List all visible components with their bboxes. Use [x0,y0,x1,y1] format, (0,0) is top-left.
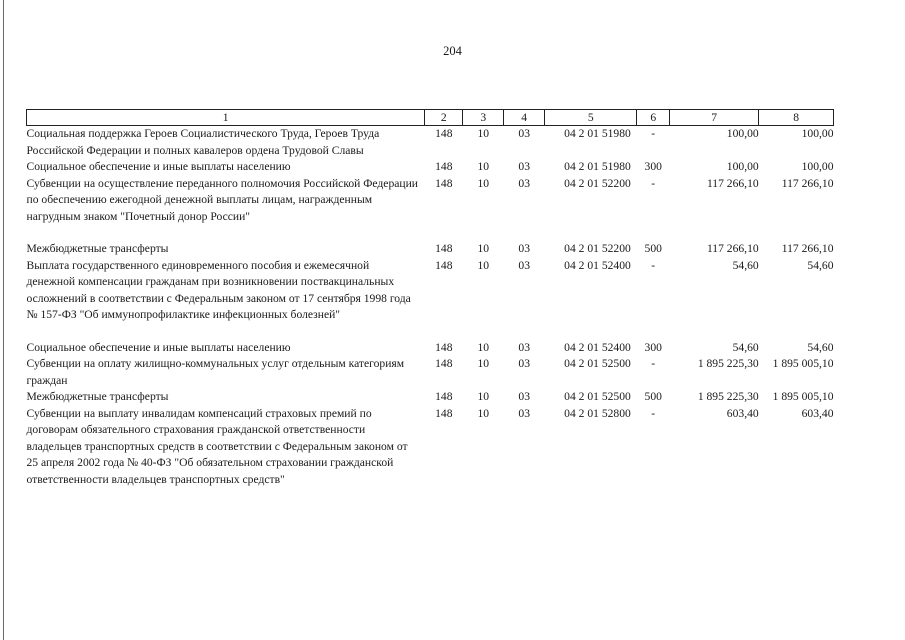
row-target-code: 04 2 01 52200 [564,242,631,255]
row-expense-type: 500 [644,390,662,403]
column-header-6: 6 [637,110,670,126]
row-target-code: 04 2 01 52800 [564,406,631,420]
table-row [27,176,834,226]
table-row [27,258,834,324]
row-target-code: 04 2 01 52500 [564,357,631,370]
column-header-1: 1 [27,110,425,126]
row-section: 10 [477,160,490,173]
row-amount-col8: 603,40 [801,406,834,420]
column-header-5: 5 [545,110,637,126]
row-admin-code: 148 [435,340,453,354]
row-admin-code: 148 [435,127,453,140]
column-header-8: 8 [759,110,834,126]
row-expense-type: - [651,357,656,370]
table-row [27,406,834,489]
row-subsection: 03 [518,390,530,403]
table-row [27,389,834,406]
row-subsection: 03 [518,340,530,354]
row-amount-col7: 1 895 225,30 [697,390,759,403]
row-name: Выплата государственного единовременного пособия и ежемесячной денежной компенсации гражданам при возникновении поствакцинальных осложнений в соответствии с Федеральным законом от 17 сентября 1998 года № 157-ФЗ "Об иммунопрофилактике инфекционных болезней" [26,258,411,321]
spacer-cell [27,324,834,340]
column-header-3: 3 [463,110,504,126]
row-target-code: 04 2 01 52400 [564,258,631,272]
row-name: Межбюджетные трансферты [26,242,169,255]
row-amount-col7: 100,00 [726,160,759,173]
row-subsection: 03 [518,242,530,255]
row-subsection: 03 [518,406,530,420]
row-name: Социальная поддержка Героев Социалистического Труда, Героев Труда Российской Федерации и полных кавалеров ордена Трудовой Славы [26,127,380,157]
row-subsection: 03 [518,176,530,190]
spacer-cell [27,225,834,241]
row-amount-col8: 1 895 005,10 [772,357,834,370]
page-edge-line [3,0,4,640]
row-section: 10 [477,406,490,420]
row-amount-col8: 54,60 [807,340,834,354]
header-row [27,110,834,126]
row-section: 10 [477,340,490,354]
row-admin-code: 148 [435,242,453,255]
row-expense-type: 300 [644,340,662,354]
row-admin-code: 148 [435,160,453,173]
row-subsection: 03 [518,160,530,173]
table-row [27,340,834,357]
row-section: 10 [477,390,490,403]
row-target-code: 04 2 01 51980 [564,127,631,140]
row-section: 10 [477,127,490,140]
row-amount-col8: 117 266,10 [781,242,834,255]
row-name: Межбюджетные трансферты [26,390,169,403]
row-amount-col7: 1 895 225,30 [697,357,759,370]
row-amount-col8: 54,60 [807,258,834,272]
row-name: Социальное обеспечение и иные выплаты населению [26,340,291,354]
table-row [27,356,834,389]
table-body [27,126,834,489]
row-amount-col7: 54,60 [732,340,759,354]
row-name: Субвенции на выплату инвалидам компенсаций страховых премий по договорам обязательного страхования гражданской ответственности владельцев транспортных средств в соответствии с Федеральным законом от 25 апреля 2002 года № 40-ФЗ "Об обязательном страховании гражданской ответственности владельцев транспортных средств" [26,406,408,486]
row-section: 10 [477,242,490,255]
row-target-code: 04 2 01 52500 [564,390,631,403]
row-amount-col7: 54,60 [732,258,759,272]
row-section: 10 [477,357,490,370]
row-admin-code: 148 [435,390,453,403]
row-subsection: 03 [518,127,530,140]
table-row [27,126,834,160]
row-expense-type: - [651,176,656,190]
budget-table [26,109,834,488]
row-name: Социальное обеспечение и иные выплаты населению [26,160,291,173]
row-amount-col7: 100,00 [726,127,759,140]
row-section: 10 [477,258,490,272]
row-amount-col7: 603,40 [726,406,759,420]
row-target-code: 04 2 01 51980 [564,160,631,173]
row-name: Субвенции на осуществление переданного полномочия Российской Федерации по обеспечению ежегодной денежной выплаты лицам, награжденным нагрудным знаком "Почетный донор России" [26,176,419,223]
row-subsection: 03 [518,258,530,272]
row-section: 10 [477,176,490,190]
row-amount-col8: 117 266,10 [781,176,834,190]
table-row [27,159,834,176]
table-row [27,241,834,258]
row-expense-type: 500 [644,242,662,255]
row-admin-code: 148 [435,357,453,370]
row-target-code: 04 2 01 52400 [564,340,631,354]
row-amount-col8: 1 895 005,10 [772,390,834,403]
row-expense-type: - [651,127,656,140]
row-subsection: 03 [518,357,530,370]
row-expense-type: 300 [644,160,662,173]
row-spacer [27,225,834,241]
row-expense-type: - [651,258,656,272]
row-amount-col7: 117 266,10 [706,176,759,190]
row-amount-col8: 100,00 [801,127,834,140]
row-expense-type: - [651,406,656,420]
table-header [27,110,834,126]
column-header-7: 7 [670,110,759,126]
row-target-code: 04 2 01 52200 [564,176,631,190]
row-admin-code: 148 [435,176,453,190]
column-header-2: 2 [425,110,463,126]
page-number: 204 [443,44,462,58]
row-amount-col7: 117 266,10 [706,242,759,255]
row-admin-code: 148 [435,406,453,420]
row-amount-col8: 100,00 [801,160,834,173]
column-header-4: 4 [504,110,545,126]
row-name: Субвенции на оплату жилищно-коммунальных услуг отдельным категориям граждан [26,357,405,387]
row-admin-code: 148 [435,258,453,272]
row-spacer [27,324,834,340]
